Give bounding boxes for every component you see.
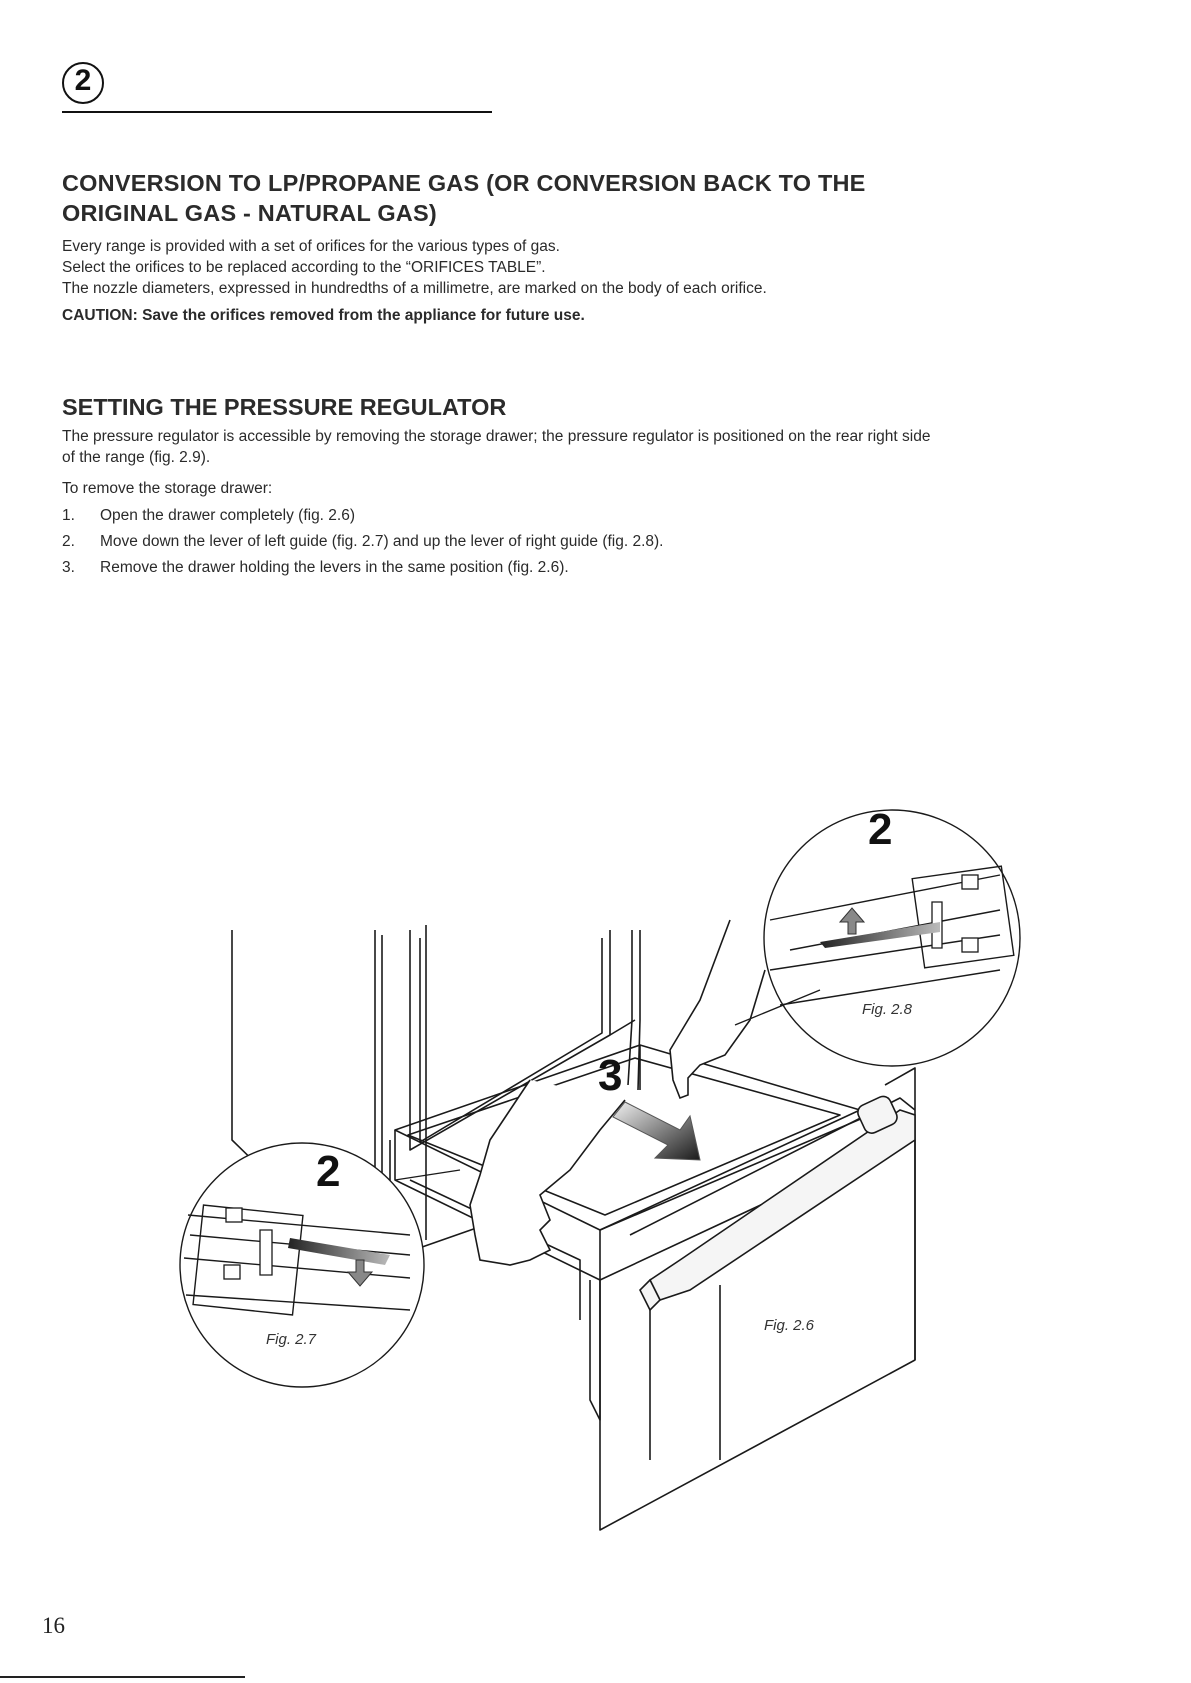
step-item	[62, 529, 942, 555]
heading-pressure-regulator: SETTING THE PRESSURE REGULATOR	[62, 394, 507, 420]
remove-drawer-intro: To remove the storage drawer:	[62, 480, 273, 497]
step-item	[62, 503, 942, 529]
step-text: Remove the drawer holding the levers in the same position (fig. 2.6).	[100, 559, 569, 576]
step-number: 2.	[62, 533, 75, 550]
step-text: Open the drawer completely (fig. 2.6)	[100, 507, 356, 524]
step-label-center: 3	[598, 1051, 623, 1100]
heading-gas-conversion: CONVERSION TO LP/PROPANE GAS (OR CONVERSION BACK TO THE ORIGINAL GAS - NATURAL GAS)	[62, 170, 866, 226]
intro-line-1: Every range is provided with a set of orifices for the various types of gas.	[62, 238, 560, 255]
step-number: 3.	[62, 559, 75, 576]
section-number-badge	[62, 62, 104, 104]
regulator-description: The pressure regulator is accessible by removing the storage drawer; the pressure regulator is positioned on the rear right side of the range (fig. 2.9).	[62, 428, 931, 466]
caution-note: CAUTION: Save the orifices removed from the appliance for future use.	[62, 307, 585, 324]
detail-circle-right	[735, 805, 1020, 1066]
fig-2-8-caption: Fig. 2.8	[862, 1001, 913, 1018]
drawer-illustration-svg	[180, 805, 1100, 1530]
pull-arrow	[613, 1102, 700, 1160]
section-badge-number: 2	[74, 64, 92, 97]
drawer-removal-steps	[62, 503, 942, 581]
step-text: Move down the lever of left guide (fig. 2.7) and up the lever of right guide (fig. 2.8).	[100, 533, 664, 550]
step-label-left: 2	[316, 1147, 341, 1196]
drawer-handle	[640, 1094, 915, 1310]
step-item	[62, 555, 942, 581]
step-number: 1.	[62, 507, 75, 524]
fig-2-6-caption: Fig. 2.6	[764, 1317, 815, 1334]
intro-line-3: The nozzle diameters, expressed in hundredths of a millimetre, are marked on the body of each orifice.	[62, 280, 767, 297]
page-number: 16	[42, 1613, 65, 1638]
step-label-right: 2	[868, 805, 893, 854]
footer-rule	[0, 1676, 245, 1678]
section-rule	[62, 111, 492, 113]
drawer-removal-illustration	[180, 805, 1100, 1530]
intro-line-2: Select the orifices to be replaced according to the “ORIFICES TABLE”.	[62, 259, 546, 276]
detail-circle-left	[180, 1143, 460, 1387]
fig-2-7-caption: Fig. 2.7	[266, 1331, 317, 1348]
